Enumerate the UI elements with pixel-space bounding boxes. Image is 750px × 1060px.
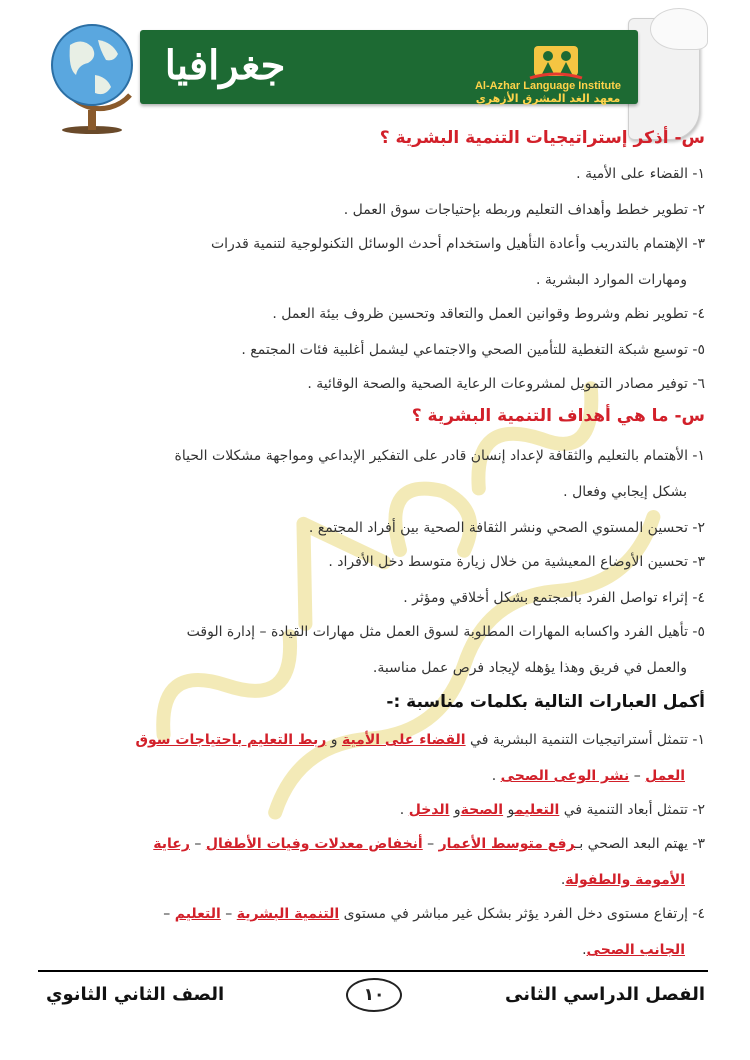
logo-text-arabic: معهد الغد المشرق الأزهري <box>475 92 621 105</box>
q3-line-1 <box>136 724 706 757</box>
q3-line-2-dash: – <box>633 768 641 784</box>
q3-line-4 <box>153 828 705 861</box>
logo-text-english: Al-Azhar Language Institute <box>474 80 622 92</box>
q3-line-3-and-1: و <box>507 802 515 818</box>
q3-line-5 <box>561 864 685 897</box>
answer-care: رعاية <box>153 836 190 852</box>
q3-line-6-text: ٤- إرتفاع مستوى دخل الفرد يؤثر بشكل غير مباشر في مستوى <box>343 906 705 922</box>
page-number: ١٠ <box>346 978 402 1012</box>
q3-line-7 <box>582 934 685 967</box>
footer-divider <box>38 970 708 972</box>
q3-line-6-dash-1: – <box>225 906 233 922</box>
question-1-title: س- أذكر إستراتيجيات التنمية البشرية ؟ <box>379 128 705 148</box>
q3-line-2-end: . <box>491 768 497 784</box>
q2-item-2: ٢- تحسين المستوي الصحي ونشر الثقافة الصحية بين أفراد المجتمع . <box>308 520 705 536</box>
answer-motherhood: الأمومة والطفولة <box>565 872 685 888</box>
q2-item-5-cont: والعمل في فريق وهذا يؤهله لإيجاد فرص عمل مناسبة. <box>372 660 687 676</box>
answer-health-aspect: الجانب الصحى <box>586 942 685 958</box>
q3-line-1-and: و <box>330 732 338 748</box>
answer-education: التعليم <box>514 802 560 818</box>
q1-item-3-cont: ومهارات الموارد البشرية . <box>536 272 687 288</box>
q2-item-3: ٣- تحسين الأوضاع المعيشية من خلال زيارة متوسط دخل الأفراد . <box>328 554 705 570</box>
q3-line-4-text: ٣- يهتم البعد الصحي بـ <box>575 836 705 852</box>
q3-line-6-dash-2: – <box>163 906 171 922</box>
answer-health-awareness: نشر الوعى الصحى <box>500 768 630 784</box>
footer-grade: الصف الثاني الثانوي <box>46 984 225 1005</box>
q3-line-3-and-2: و <box>453 802 461 818</box>
q3-line-3 <box>400 794 705 827</box>
q1-item-4: ٤- تطوير نظم وشروط وقوانين العمل والتعاقد وتحسين ظروف بيئة العمل . <box>272 306 705 322</box>
q2-item-4: ٤- إثراء تواصل الفرد بالمجتمع بشكل أخلاقي ومؤثر . <box>403 590 705 606</box>
q2-item-1-cont: بشكل إيجابي وفعال . <box>563 484 687 500</box>
answer-human-development: التنمية البشرية <box>236 906 340 922</box>
page-title: جغرافيا <box>164 42 286 89</box>
q3-line-5-end: . <box>560 872 566 888</box>
answer-child-mortality: أنخفاض معدلات وفيات الأطفال <box>205 836 423 852</box>
footer-term: الفصل الدراسي الثانى <box>505 984 705 1005</box>
q1-item-1: ١- القضاء على الأمية . <box>576 166 705 182</box>
q3-line-7-end: . <box>582 942 587 958</box>
answer-link-education: ربط التعليم باحتياجات سوق <box>135 732 327 748</box>
q2-item-1: ١- الأهتمام بالتعليم والثقافة لإعداد إنسان قادر على التفكير الإبداعي ومواجهة مشكلات الحياة <box>174 448 705 464</box>
answer-education-2: التعليم <box>174 906 221 922</box>
q3-line-4-dash-2: – <box>194 836 202 852</box>
q1-item-2: ٢- تطوير خطط وأهداف التعليم وربطه بإحتياجات سوق العمل . <box>343 202 705 218</box>
question-3-title: أكمل العبارات التالية بكلمات مناسبة :- <box>386 692 705 712</box>
q3-line-1-text: ١- تتمثل أستراتيجيات التنمية البشرية في <box>470 732 705 748</box>
question-2-title: س- ما هي أهداف التنمية البشرية ؟ <box>411 406 705 426</box>
q3-line-6 <box>163 898 705 931</box>
q3-line-4-dash-1: – <box>427 836 435 852</box>
scroll-curl-decoration <box>650 8 708 50</box>
answer-literacy: القضاء على الأمية <box>341 732 466 748</box>
q1-item-5: ٥- توسيع شبكة التغطية للتأمين الصحي والاجتماعي ليشمل أغلبية فئات المجتمع . <box>241 342 705 358</box>
globe-icon <box>40 10 145 135</box>
q2-item-5: ٥- تأهيل الفرد واكسابه المهارات المطلوبة لسوق العمل مثل مهارات القيادة – إدارة الوقت <box>186 624 705 640</box>
answer-work: العمل <box>645 768 685 784</box>
q1-item-3: ٣- الإهتمام بالتدريب وأعادة التأهيل واستخدام أحدث الوسائل التكنولوجية لتنمية قدرات <box>210 236 705 252</box>
q3-line-3-end: . <box>399 802 405 818</box>
q3-line-2 <box>492 760 685 793</box>
answer-life-expectancy: رفع متوسط الأعمار <box>438 836 576 852</box>
q1-item-6: ٦- توفير مصادر التمويل لمشروعات الرعاية الصحية والصحة الوقائية . <box>307 376 705 392</box>
q3-line-3-text: ٢- تتمثل أبعاد التنمية في <box>563 802 705 818</box>
answer-income: الدخل <box>408 802 450 818</box>
answer-health: الصحة <box>460 802 504 818</box>
